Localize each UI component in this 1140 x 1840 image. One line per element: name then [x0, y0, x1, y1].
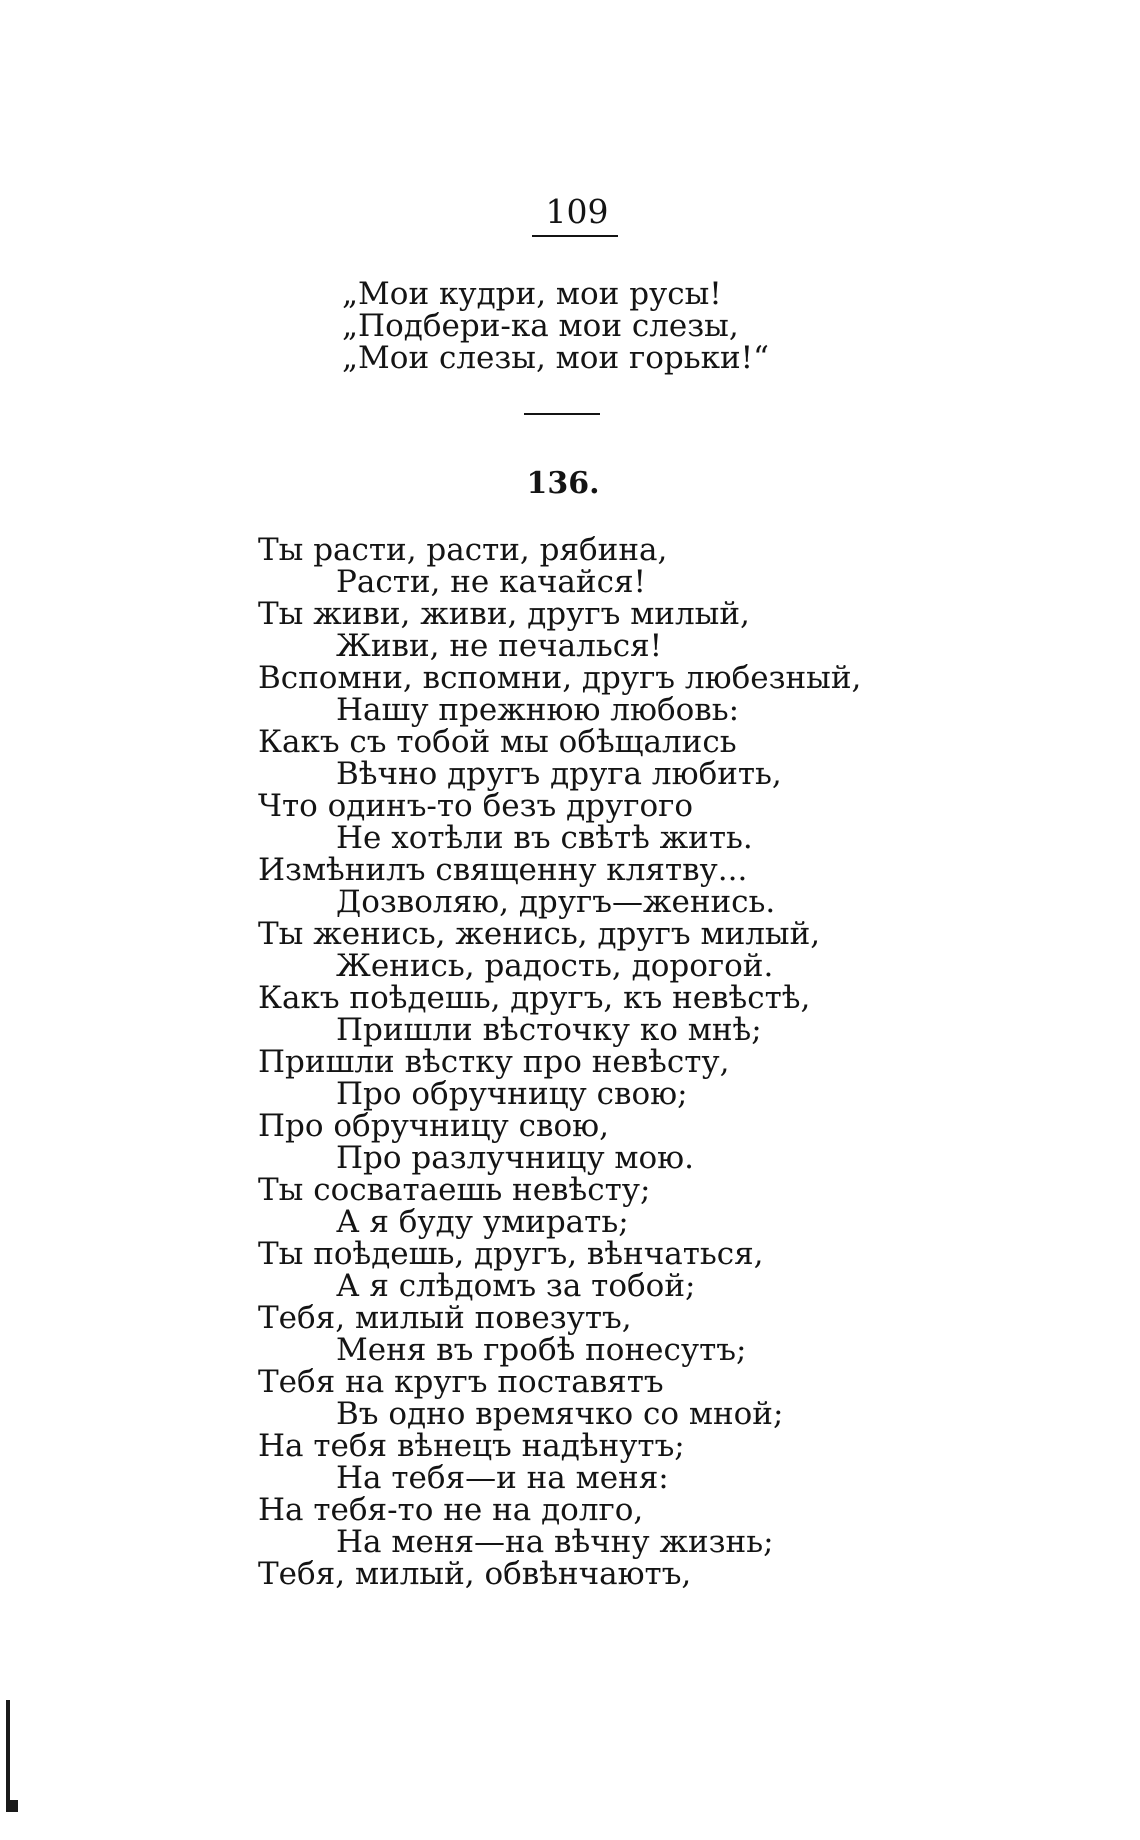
verse-line: Женись, радость, дорогой.: [336, 948, 774, 984]
verse-line: „Мои кудри, мои русы!: [342, 276, 722, 312]
verse-line: Ты сосватаешь невѣсту;: [258, 1172, 651, 1208]
verse-line: А я слѣдомъ за тобой;: [336, 1268, 696, 1304]
page-number-underline: [532, 235, 618, 237]
verse-line: Измѣнилъ священну клятву...: [258, 852, 748, 888]
verse-line: Вѣчно другъ друга любить,: [336, 756, 782, 792]
verse-line: Въ одно времячко со мной;: [336, 1396, 784, 1432]
page-number: 109: [545, 192, 609, 231]
scan-margin-mark-foot: [6, 1800, 18, 1812]
verse-line: На меня—на вѣчну жизнь;: [336, 1524, 774, 1560]
verse-line: Тебя на кругъ поставятъ: [258, 1364, 664, 1400]
verse-line: На тебя—и на меня:: [336, 1460, 669, 1496]
verse-line: Про разлучницу мою.: [336, 1140, 695, 1176]
verse-line: Расти, не качайся!: [336, 564, 646, 600]
verse-line: Про обручницу свою,: [258, 1108, 609, 1144]
verse-line: Нашу прежнюю любовь:: [336, 692, 740, 728]
scan-margin-mark: [6, 1700, 10, 1812]
verse-line: Ты поѣдешь, другъ, вѣнчаться,: [258, 1236, 764, 1272]
verse-line: А я буду умирать;: [336, 1204, 629, 1240]
verse-line: Ты живи, живи, другъ милый,: [258, 596, 750, 632]
verse-line: Какъ съ тобой мы обѣщались: [258, 724, 737, 760]
poem-number: 136.: [526, 466, 600, 501]
verse-line: Пришли вѣстку про невѣсту,: [258, 1044, 730, 1080]
verse-line: „Подбери-ка мои слезы,: [342, 308, 739, 344]
verse-line: Что одинъ-то безъ другого: [258, 788, 694, 824]
verse-line: Ты расти, расти, рябина,: [258, 532, 668, 568]
verse-line: Дозволяю, другъ—женись.: [336, 884, 776, 920]
verse-line: Вспомни, вспомни, другъ любезный,: [258, 660, 862, 696]
verse-line: „Мои слезы, мои горьки!“: [342, 340, 769, 376]
verse-line: Тебя, милый, обвѣнчаютъ,: [258, 1556, 692, 1592]
verse-line: Про обручницу свою;: [336, 1076, 688, 1112]
verse-line: Меня въ гробѣ понесутъ;: [336, 1332, 747, 1368]
verse-line: Какъ поѣдешь, другъ, къ невѣстѣ,: [258, 980, 811, 1016]
section-divider: [524, 413, 600, 415]
verse-line: Пришли вѣсточку ко мнѣ;: [336, 1012, 762, 1048]
verse-line: Живи, не печалься!: [336, 628, 663, 664]
verse-line: На тебя вѣнецъ надѣнутъ;: [258, 1428, 685, 1464]
verse-line: Не хотѣли въ свѣтѣ жить.: [336, 820, 753, 856]
verse-line: На тебя-то не на долго,: [258, 1492, 644, 1528]
verse-line: Тебя, милый повезутъ,: [258, 1300, 632, 1336]
verse-line: Ты женись, женись, другъ милый,: [258, 916, 821, 952]
